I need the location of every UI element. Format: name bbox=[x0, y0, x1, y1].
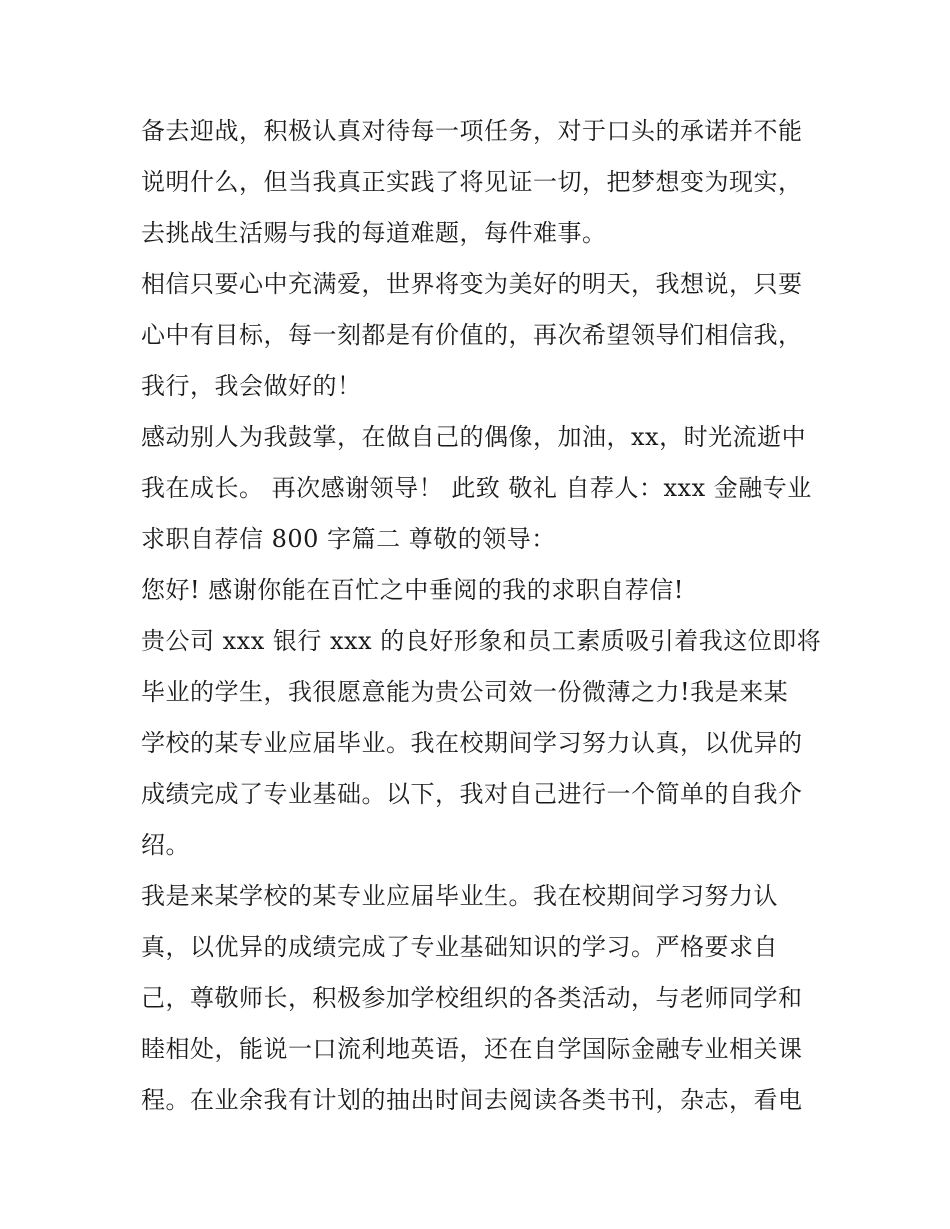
text-line: 心中有目标，每一刻都是有价值的，再次希望领导们相信我， bbox=[141, 321, 803, 349]
text-line: 程。在业余我有计划的抽出时间去阅读各类书刊，杂志，看电 bbox=[141, 1086, 803, 1114]
text-line: 求职自荐信 800 字篇二 尊敬的领导： bbox=[141, 525, 556, 553]
text-line: 您好! 感谢你能在百忙之中垂阅的我的求职自荐信! bbox=[141, 576, 684, 604]
text-line: 睦相处，能说一口流利地英语，还在自学国际金融专业相关课 bbox=[141, 1035, 803, 1063]
document-body bbox=[141, 106, 821, 1126]
text-line: 感动别人为我鼓掌，在做自己的偶像，加油，xx，时光流逝中 bbox=[141, 423, 807, 451]
text-line: 我在成长。 再次感谢领导！ 此致 敬礼 自荐人：xxx 金融专业 bbox=[141, 474, 812, 502]
text-line: 己，尊敬师长，积极参加学校组织的各类活动，与老师同学和 bbox=[141, 984, 803, 1012]
text-line: 我行，我会做好的！ bbox=[141, 372, 362, 400]
text-line: 备去迎战，积极认真对待每一项任务，对于口头的承诺并不能 bbox=[141, 117, 803, 145]
text-line: 贵公司 xxx 银行 xxx 的良好形象和员工素质吸引着我这位即将 bbox=[141, 627, 822, 655]
text-line: 绍。 bbox=[141, 831, 190, 859]
text-line: 去挑战生活赐与我的每道难题，每件难事。 bbox=[141, 219, 607, 247]
text-line: 毕业的学生，我很愿意能为贵公司效一份微薄之力!我是来某 bbox=[141, 678, 789, 706]
text-line: 真，以优异的成绩完成了专业基础知识的学习。严格要求自 bbox=[141, 933, 778, 961]
text-line: 成绩完成了专业基础。以下，我对自己进行一个简单的自我介 bbox=[141, 780, 803, 808]
text-line: 说明什么，但当我真正实践了将见证一切，把梦想变为现实， bbox=[141, 168, 803, 196]
text-line: 学校的某专业应届毕业。我在校期间学习努力认真，以优异的 bbox=[141, 729, 803, 757]
text-line: 相信只要心中充满爱，世界将变为美好的明天，我想说，只要 bbox=[141, 270, 803, 298]
text-line: 我是来某学校的某专业应届毕业生。我在校期间学习努力认 bbox=[141, 882, 778, 910]
